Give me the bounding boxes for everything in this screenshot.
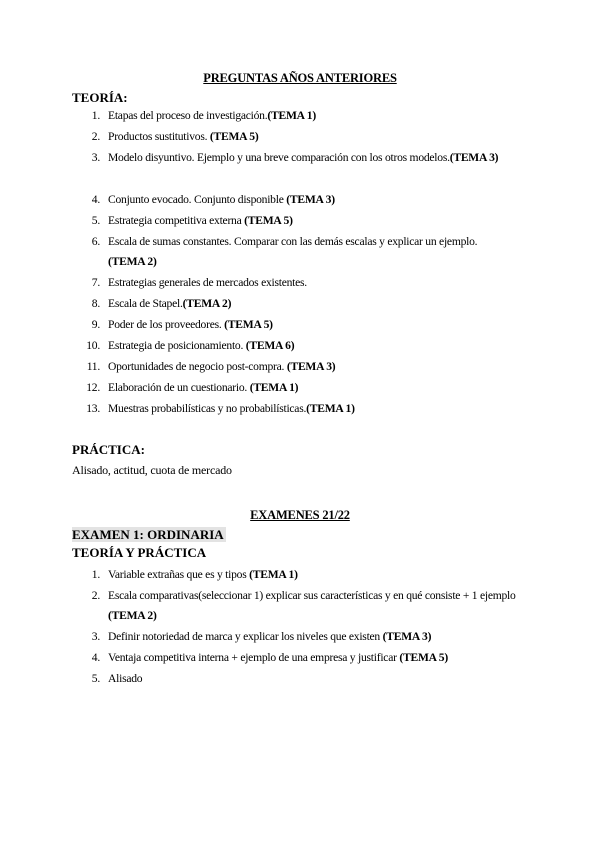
list-tema: (TEMA 3)	[286, 360, 336, 373]
list-text: Oportunidades de negocio post-compra.	[108, 360, 287, 373]
list-text: Variable extrañas que es y tipos	[108, 568, 250, 581]
list-number: 5.	[91, 214, 100, 227]
exam-1-label: EXAMEN 1: ORDINARIA	[72, 527, 224, 542]
list-number: 5.	[91, 672, 100, 685]
list-text: Ventaja competitiva interna + ejemplo de una empresa y justificar	[108, 651, 400, 664]
list-text: Estrategias generales de mercados existentes.	[108, 276, 307, 289]
list-tema: (TEMA 1)	[267, 109, 316, 122]
list-number: 3.	[91, 151, 100, 164]
list-text: Modelo disyuntivo. Ejemplo y una breve comparación con los otros modelos.	[108, 151, 450, 164]
list-number: 2.	[91, 130, 100, 143]
list-text: Elaboración de un cuestionario.	[108, 381, 250, 394]
list-tema: (TEMA 5)	[209, 130, 259, 143]
list-number: 8.	[91, 297, 100, 310]
list-text: Poder de los proveedores.	[108, 318, 225, 331]
section-title-previous-years: PREGUNTAS AÑOS ANTERIORES	[203, 71, 397, 85]
list-number: 13.	[86, 402, 100, 415]
list-text: Escala comparativas(seleccionar 1) explicar sus características y en qué consiste + 1 ejemplo	[108, 589, 516, 602]
list-text: Productos sustitutivos.	[108, 130, 210, 143]
practice-text: Alisado, actitud, cuota de mercado	[72, 463, 232, 477]
list-number: 11.	[86, 360, 100, 373]
list-tema: (TEMA 5)	[399, 651, 448, 664]
list-text: Etapas del proceso de investigación.	[108, 109, 268, 122]
list-tema: (TEMA 2)	[182, 297, 232, 310]
list-tema: (TEMA 5)	[244, 214, 293, 227]
list-number: 12.	[86, 381, 100, 394]
heading-theory: TEORÍA:	[72, 90, 128, 105]
list-text: Estrategia de posicionamiento.	[108, 339, 246, 352]
list-number: 3.	[91, 630, 100, 643]
list-tema: (TEMA 1)	[249, 381, 299, 394]
list-tema: (TEMA 3)	[286, 193, 335, 206]
list-text: Estrategia competitiva externa	[108, 214, 245, 227]
list-tema: (TEMA 3)	[449, 151, 499, 164]
list-text: Escala de Stapel.	[108, 297, 183, 310]
list-number: 6.	[91, 235, 100, 248]
list-text: Definir notoriedad de marca y explicar los niveles que existen	[108, 630, 383, 643]
list-text: Alisado	[108, 672, 143, 685]
list-tema: (TEMA 5)	[224, 318, 273, 331]
list-text: Muestras probabilísticas y no probabilísticas.	[108, 402, 307, 415]
list-number: 4.	[91, 193, 100, 206]
list-tema: (TEMA 1)	[306, 402, 355, 415]
list-number: 7.	[91, 276, 100, 289]
list-tema: (TEMA 3)	[382, 630, 432, 643]
list-text: Escala de sumas constantes. Comparar con las demás escalas y explicar un ejemplo.	[108, 235, 478, 248]
list-number: 1.	[91, 568, 100, 581]
section-title-exams: EXAMENES 21/22	[250, 508, 350, 522]
heading-theory-practice: TEORÍA Y PRÁCTICA	[72, 545, 207, 560]
list-text: Conjunto evocado. Conjunto disponible	[108, 193, 287, 206]
list-number: 2.	[91, 589, 100, 602]
list-tema: (TEMA 2)	[108, 255, 157, 268]
list-tema: (TEMA 2)	[108, 609, 157, 622]
list-number: 10.	[86, 339, 100, 352]
heading-practice: PRÁCTICA:	[72, 442, 145, 457]
list-tema: (TEMA 1)	[249, 568, 298, 581]
heading-exam-1	[72, 527, 226, 543]
list-number: 4.	[91, 651, 100, 664]
list-tema: (TEMA 6)	[245, 339, 295, 352]
list-number: 9.	[91, 318, 100, 331]
list-number: 1.	[91, 109, 100, 122]
